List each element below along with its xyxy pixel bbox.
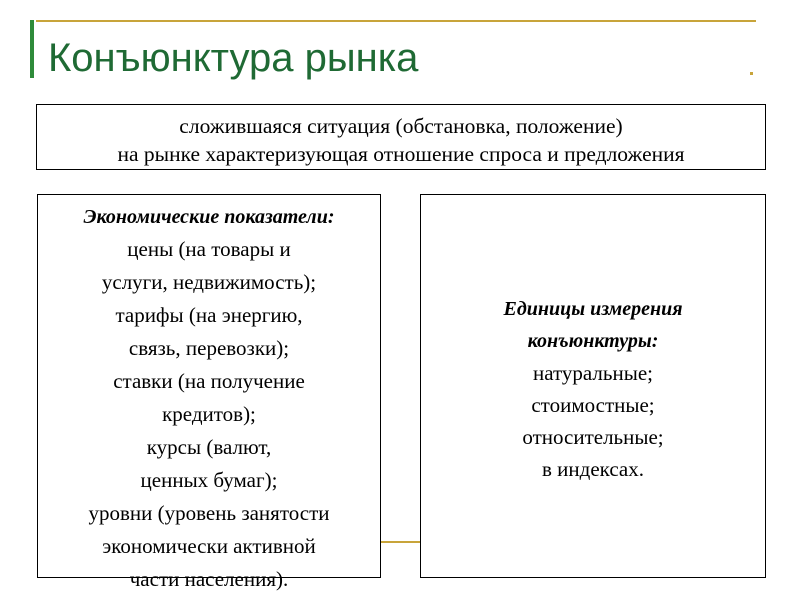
indicator-line: услуги, недвижимость); <box>101 270 317 294</box>
title-accent-bar <box>30 20 34 78</box>
indicator-line: связь, перевозки); <box>128 336 290 360</box>
measurement-units-box <box>420 194 766 578</box>
definition-box <box>36 104 766 170</box>
economic-indicators-box <box>37 194 381 591</box>
indicator-line: части населения). <box>129 567 289 591</box>
unit-item: стоимостные; <box>531 393 655 417</box>
indicator-line: уровни (уровень занятости <box>88 501 330 525</box>
economic-indicators-heading: Экономические показатели: <box>83 206 335 228</box>
unit-item: натуральные; <box>533 361 653 385</box>
decorative-dot <box>750 72 753 75</box>
top-decorative-rule <box>36 20 756 22</box>
unit-item: в индексах. <box>542 457 644 481</box>
measurement-units-heading-line-1: Единицы измерения <box>503 298 683 320</box>
definition-line-1: сложившаяся ситуация (обстановка, положение) <box>179 114 623 138</box>
indicator-line: курсы (валют, <box>146 435 272 459</box>
indicator-line: ставки (на получение <box>113 369 305 393</box>
indicator-line: экономически активной <box>102 534 316 558</box>
measurement-units-heading-line-2: конъюнктуры: <box>527 330 659 352</box>
indicator-line: ценных бумаг); <box>140 468 278 492</box>
indicator-line: кредитов); <box>162 402 256 426</box>
definition-line-2: на рынке характеризующая отношение спроса и предложения <box>117 142 685 166</box>
indicator-line: тарифы (на энергию, <box>115 303 303 327</box>
unit-item: относительные; <box>522 425 664 449</box>
indicator-line: цены (на товары и <box>127 237 291 261</box>
slide-title: Конъюнктура рынка <box>48 36 419 80</box>
